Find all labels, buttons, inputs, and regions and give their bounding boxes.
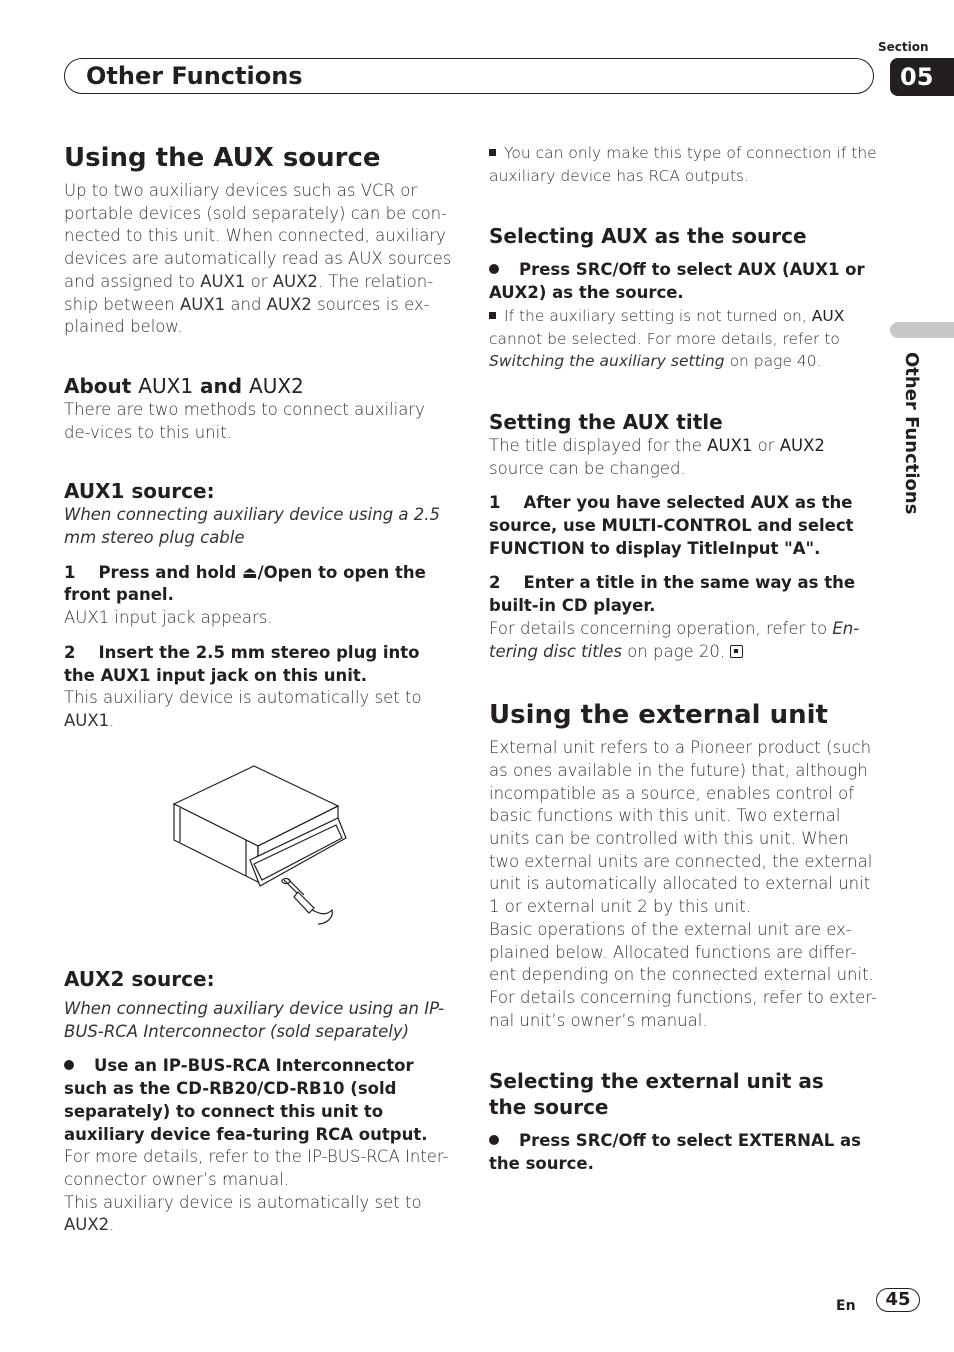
rca-note: You can only make this type of connection if the auxiliary device has RCA outputs.	[489, 144, 877, 185]
title-intro: The title displayed for the AUX1 or AUX2 source can be changed.	[489, 435, 825, 478]
right-column	[489, 142, 879, 1176]
language-label: En	[836, 1298, 856, 1314]
external-basic-ops: Basic operations of the external unit are ex-plained below. Allocated functions are differ-ent depending on the connected external unit. For details concerning functions, refer to exter-nal unit’s owner’s manual.	[489, 919, 878, 1030]
aux1-step-1-result: AUX1 input jack appears.	[64, 608, 273, 628]
aux1-condition: When connecting auxiliary device using a 2.5 mm stereo plug cable	[64, 505, 441, 548]
heading-setting-aux-title: Setting the AUX title	[489, 409, 723, 434]
section-label: Section	[878, 40, 929, 54]
aux1-step-1: 1 Press and hold ⏏/Open to open the front panel.	[64, 562, 426, 605]
eject-icon: ⏏	[242, 562, 258, 582]
end-mark-icon	[730, 645, 743, 658]
aux-intro: Up to two auxiliary devices such as VCR or portable devices (sold separately) can be con-nected to this unit. When connected, auxiliary devices are automatically read as AUX sources and assigned to AUX1 or AUX2. The relation-ship between AUX1 and AUX2 sources is ex-plained below.	[64, 181, 452, 337]
heading-selecting-aux: Selecting AUX as the source	[489, 224, 807, 249]
select-aux-note: If the auxiliary setting is not turned on, AUX cannot be selected. For more details, refer to Switching the auxiliary setting on page 40.	[489, 306, 845, 371]
aux2-more: For more details, refer to the IP-BUS-RCA Inter-connector owner’s manual.	[64, 1147, 449, 1189]
note-square-icon	[489, 312, 496, 319]
left-column	[64, 142, 454, 733]
external-intro: External unit refers to a Pioneer product (such as ones available in the future) that, although incompatible as a source, enables control of basic functions with this unit. Two external units can be controlled with this unit. When two external units are connected, the external unit is automatically allocated to external unit 1 or external unit 2 by this unit.	[489, 738, 873, 917]
aux2-bullet: Use an IP-BUS-RCA Interconnector such as the CD-RB20/CD-RB10 (sold separately) to connect this unit to auxiliary device fea-turing RCA output.	[64, 1056, 428, 1144]
heading-aux1-source: AUX1 source:	[64, 479, 215, 504]
aux2-result: This auxiliary device is automatically set to AUX2.	[64, 1192, 422, 1235]
side-tab-marker	[890, 322, 954, 338]
heading-aux2-source: AUX2 source:	[64, 967, 215, 991]
about-text: There are two methods to connect auxiliary de-vices to this unit.	[64, 399, 425, 442]
bullet-icon	[64, 1060, 74, 1070]
title-step-2: 2 Enter a title in the same way as the built-in CD player.	[489, 573, 856, 616]
heading-selecting-external: Selecting the external unit as the source	[489, 1069, 824, 1120]
left-column-lower	[64, 966, 454, 1237]
heading-using-aux-source: Using the AUX source	[64, 143, 381, 173]
side-tab-label: Other Functions	[901, 352, 922, 515]
header-title: Other Functions	[86, 62, 303, 90]
title-step-1: 1 After you have selected AUX as the source, use MULTI-CONTROL and select FUNCTION to display TitleInput "A".	[489, 493, 854, 558]
aux1-step-2: 2 Insert the 2.5 mm stereo plug into the AUX1 input jack on this unit.	[64, 642, 420, 685]
aux-jack-illustration	[168, 764, 348, 928]
heading-about-aux: About AUX1 and AUX2	[64, 373, 304, 398]
bullet-icon	[489, 1135, 499, 1145]
title-details: For details concerning operation, refer to En-tering disc titles on page 20.	[489, 618, 860, 661]
select-aux-bullet: Press SRC/Off to select AUX (AUX1 or AUX2) as the source.	[489, 260, 865, 303]
aux1-step-2-result: This auxiliary device is automatically set to AUX1.	[64, 688, 422, 730]
section-number: 05	[890, 58, 954, 96]
heading-using-external-unit: Using the external unit	[489, 700, 828, 731]
note-square-icon	[489, 149, 496, 156]
aux2-condition: When connecting auxiliary device using an IP-BUS-RCA Interconnector (sold separately)	[64, 999, 445, 1041]
bullet-icon	[489, 264, 499, 274]
select-external-bullet: Press SRC/Off to select EXTERNAL as the source.	[489, 1131, 861, 1174]
page-number: 45	[876, 1288, 920, 1312]
